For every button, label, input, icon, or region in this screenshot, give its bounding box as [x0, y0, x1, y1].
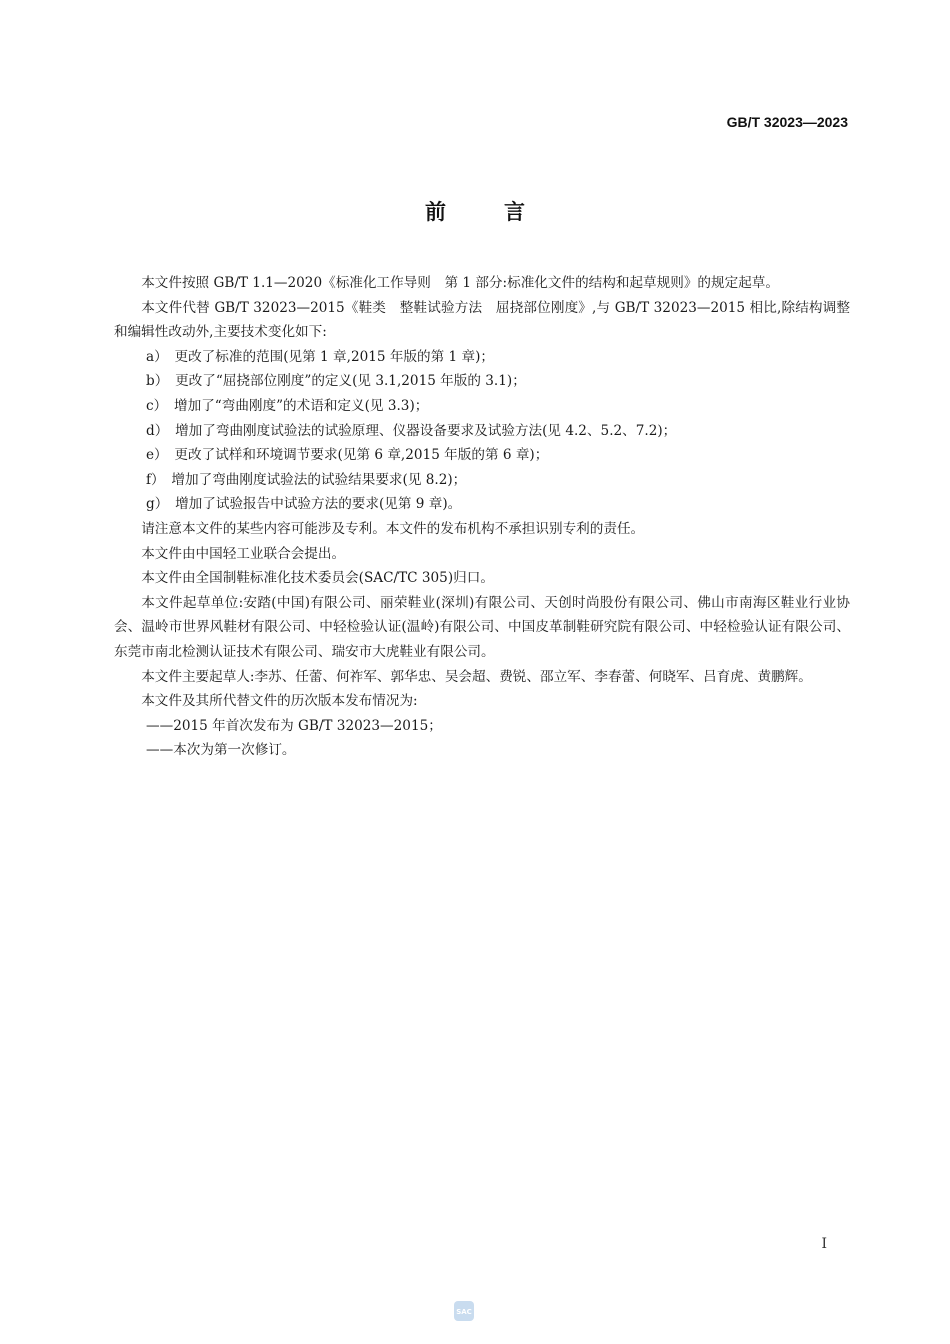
list-item: g） 增加了试验报告中试验方法的要求(见第 9 章)。: [146, 496, 462, 513]
paragraph-drafting-rules: 本文件按照 GB/T 1.1—2020《标准化工作导则 第 1 部分:标准化文件的结构和起草规则》的规定起草。: [141, 275, 779, 291]
list-item: b） 更改了“屈挠部位刚度”的定义(见 3.1,2015 年版的 3.1)；: [146, 373, 526, 390]
page-number: I: [821, 1236, 827, 1252]
history-item: ——2015 年首次发布为 GB/T 32023—2015；: [146, 717, 442, 734]
paragraph-replacement: 本文件代替 GB/T 32023—2015《鞋类 整鞋试验方法 屈挠部位刚度》,与 GB/T 32023—2015 相比,除结构调整和编辑性改动外,主要技术变化如下:: [114, 299, 850, 341]
page-title: 前言: [425, 200, 583, 224]
foreword-body: [114, 271, 850, 763]
paragraph-drafting-units: 本文件起草单位:安踏(中国)有限公司、丽荣鞋业(深圳)有限公司、天创时尚股份有限公司、佛山市南海区鞋业行业协会、温岭市世界风鞋材有限公司、中轻检验认证(温岭)有限公司、中国皮革制鞋研究院有限公司、中轻检验认证有限公司、东莞市南北检测认证技术有限公司、瑞安市大虎鞋业有限公司。: [114, 594, 850, 660]
paragraph-committee: 本文件由全国制鞋标准化技术委员会(SAC/TC 305)归口。: [141, 570, 494, 587]
list-item: d） 增加了弯曲刚度试验法的试验原理、仪器设备要求及试验方法(见 4.2、5.2、7.2)；: [146, 422, 677, 439]
paragraph-proposer: 本文件由中国轻工业联合会提出。: [141, 545, 346, 562]
list-item: f） 增加了弯曲刚度试验法的试验结果要求(见 8.2)；: [146, 471, 467, 488]
watermark-text: SAC: [456, 1308, 472, 1316]
paragraph-history-intro: 本文件及其所代替文件的历次版本发布情况为:: [141, 693, 418, 710]
list-item: e） 更改了试样和环境调节要求(见第 6 章,2015 年版的第 6 章)；: [146, 447, 549, 464]
sac-logo-icon: [453, 1300, 475, 1322]
list-item: a） 更改了标准的范围(见第 1 章,2015 年版的第 1 章)；: [146, 348, 495, 365]
paragraph-drafters: 本文件主要起草人:李苏、任蕾、何祚军、郭华忠、吴会超、费锐、邵立军、李春蕾、何晓军、吕育虎、黄鹏辉。: [141, 668, 812, 685]
standard-code: GB/T 32023—2023: [726, 114, 848, 130]
paragraph-patent-notice: 请注意本文件的某些内容可能涉及专利。本文件的发布机构不承担识别专利的责任。: [141, 520, 645, 537]
history-item: ——本次为第一次修订。: [146, 742, 296, 759]
list-item: c） 增加了“弯曲刚度”的术语和定义(见 3.3)；: [146, 397, 429, 414]
